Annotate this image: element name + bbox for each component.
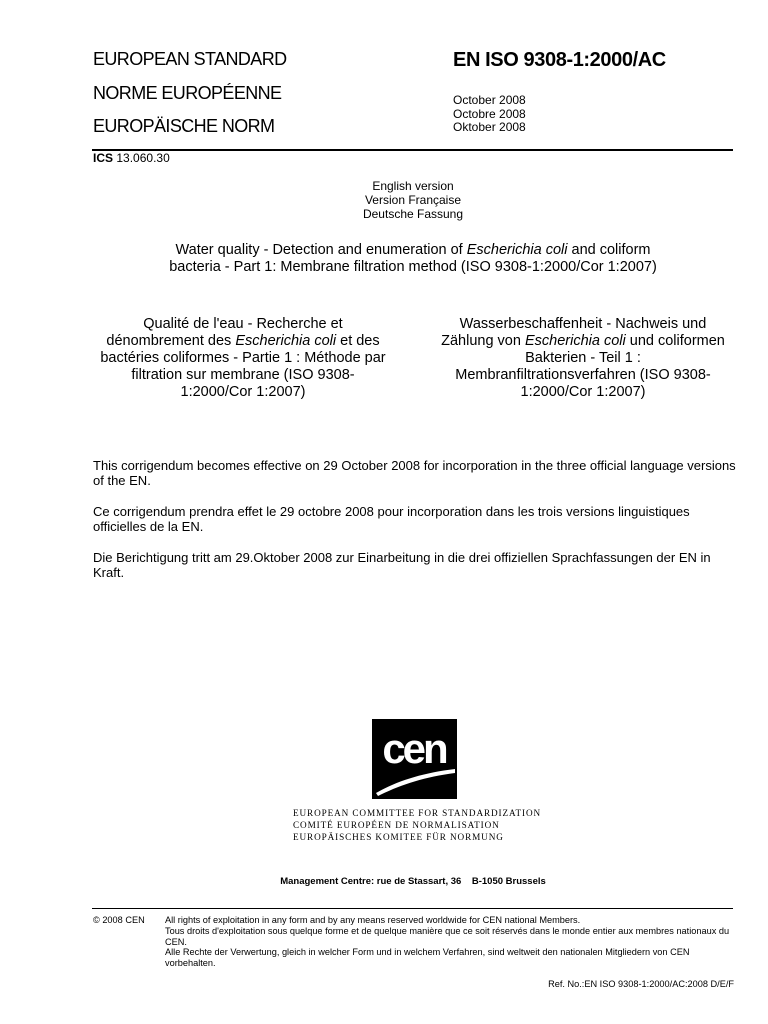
date-de: Oktober 2008 (453, 120, 526, 134)
title-german (436, 316, 730, 401)
standard-name-fr: NORME EUROPÉENNE (93, 83, 282, 103)
title-fr-part1: Qualité de l'eau - Recherche et dénombrement des (106, 316, 343, 349)
title-french (96, 316, 390, 401)
title-en-part1: Water quality - Detection and enumeration of (175, 242, 463, 258)
title-de-part1: Wasserbeschaffenheit - Nachweis und Zählung von (441, 316, 707, 349)
committee-name-de: EUROPÄISCHES KOMITEE FÜR NORMUNG (293, 832, 504, 842)
committee-name-fr: COMITÉ EUROPÉEN DE NORMALISATION (293, 820, 500, 830)
version-french: Version Française (364, 193, 462, 207)
title-en-part2: and coliform bacteria - Part 1: Membrane filtration method (ISO 9308-1:2000/Cor 1:2007) (169, 242, 657, 275)
version-german: Deutsche Fassung (362, 207, 464, 221)
date-en: October 2008 (453, 93, 526, 107)
standard-name-de: EUROPÄISCHE NORM (93, 116, 275, 136)
title-de-part2: und coliformen Bakterien - Teil 1 : Membranfiltrationsverfahren (ISO 9308-1:2000/Cor 1:2007) (455, 333, 725, 400)
document-number: EN ISO 9308-1:2000/AC (453, 49, 666, 71)
paragraph-de: Die Berichtigung tritt am 29.Oktober 2008 zur Einarbeitung in die drei offiziellen Sprachfassungen der EN in Kraft. (93, 550, 711, 580)
paragraph-fr: Ce corrigendum prendra effet le 29 octobre 2008 pour incorporation dans les trois versions linguistiques officielles de la EN. (93, 504, 690, 534)
header-divider (92, 149, 733, 151)
paragraph-en: This corrigendum becomes effective on 29 October 2008 for incorporation in the three official language versions of the EN. (93, 458, 736, 488)
rights-notice (165, 915, 735, 969)
committee-name-en: EUROPEAN COMMITTEE FOR STANDARDIZATION (293, 808, 542, 818)
cen-logo-text: cen (382, 725, 446, 772)
title-de-italic: Escherichia coli (524, 333, 626, 349)
cen-logo (372, 719, 457, 799)
issue-dates (453, 94, 526, 135)
rights-en: All rights of exploitation in any form and by any means reserved worldwide for CEN national Members. (165, 915, 581, 925)
reference-number: Ref. No.:EN ISO 9308-1:2000/AC:2008 D/E/F (548, 979, 734, 989)
copyright: © 2008 CEN (93, 915, 145, 925)
cen-logo-icon (372, 719, 457, 799)
language-versions (0, 179, 768, 221)
rights-de: Alle Rechte der Verwertung, gleich in welcher Form und in welchem Verfahren, sind weltweit den nationalen Mitgliedern von CEN vorbehalten. (165, 947, 690, 969)
title-en-italic: Escherichia coli (466, 242, 568, 258)
title-english (150, 242, 676, 276)
footer-divider (92, 908, 733, 909)
version-english: English version (372, 179, 454, 193)
ics-value: 13.060.30 (116, 151, 170, 165)
title-fr-part2: et des bactéries coliformes - Partie 1 : Méthode par filtration sur membrane (ISO 9308-1:2000/Cor 1:2007) (100, 333, 386, 400)
title-fr-italic: Escherichia coli (235, 333, 337, 349)
ics-code (93, 151, 170, 165)
date-fr: Octobre 2008 (453, 106, 526, 121)
ics-label: ICS (93, 151, 114, 165)
rights-fr: Tous droits d'exploitation sous quelque forme et de quelque manière que ce soit réservés dans le monde entier aux membres nationaux du CEN. (165, 925, 730, 947)
standard-name-en: EUROPEAN STANDARD (93, 49, 287, 69)
management-centre: Management Centre: rue de Stassart, 36 B-1050 Brussels (280, 876, 546, 887)
